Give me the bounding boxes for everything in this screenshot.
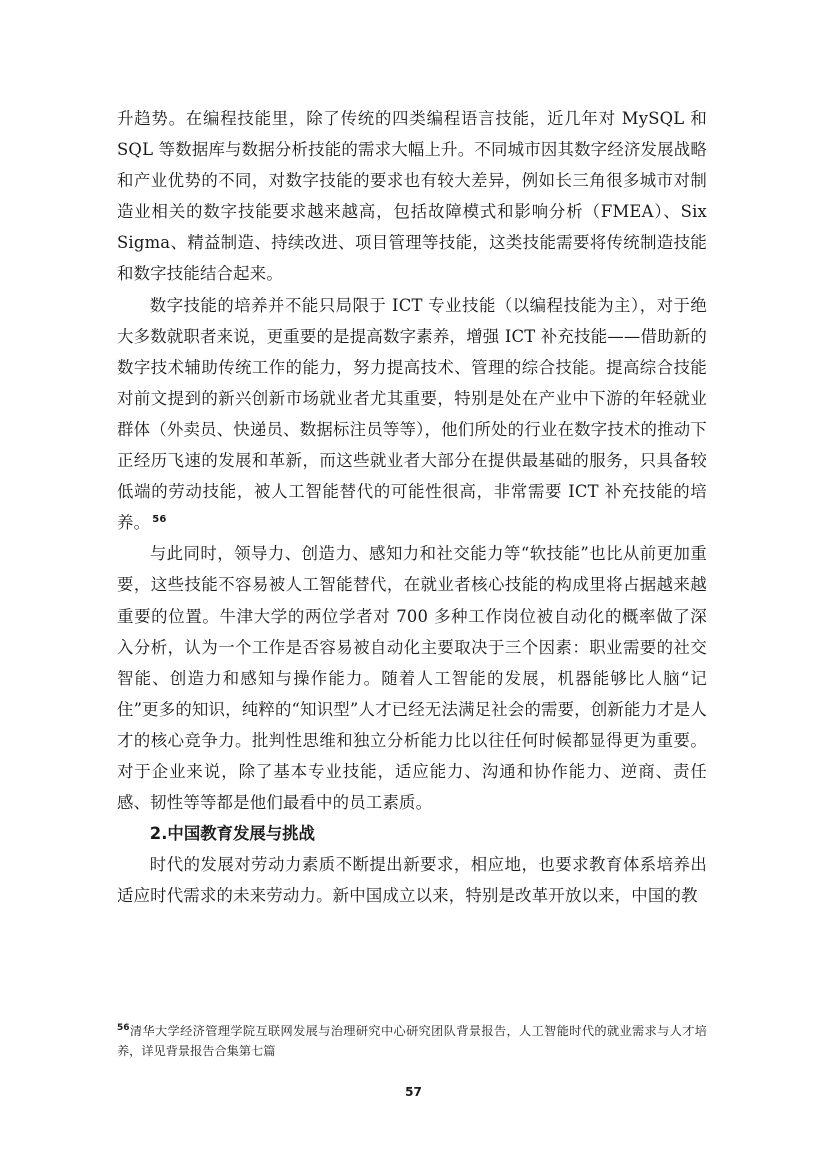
section-heading: 2.中国教育发展与挑战 bbox=[149, 824, 315, 844]
footnote-reference: 56 bbox=[152, 513, 167, 525]
page-number: 57 bbox=[405, 1085, 422, 1099]
footnote-number: 56 bbox=[117, 1022, 130, 1033]
paragraph-digital-skills bbox=[117, 290, 707, 539]
paragraph-continued: 升趋势。在编程技能里，除了传统的四类编程语言技能，近几年对 MySQL 和 SQL 等数据库与数据分析技能的需求大幅上升。不同城市因其数字经济发展战略和产业优势的不同，对数字技能的要求也有较大差异，例如长三角很多城市对制造业相关的数字技能要求越来越高，包括故障模式和影响分析（FMEA）、Six Sigma、精益制造、持续改进、项目管理等技能，这类技能需要将传统制造技能和数字技能结合起来。 bbox=[117, 109, 707, 284]
paragraph-digital-skills-text: 数字技能的培养并不能只局限于 ICT 专业技能（以编程技能为主），对于绝大多数就职者来说，更重要的是提高数字素养，增强 ICT 补充技能——借助新的数字技术辅助传统工作的能力，努力提高技术、管理的综合技能。提高综合技能对前文提到的新兴创新市场就业者尤其重要，特别是处在产业中下游的年轻就业群体（外卖员、快递员、数据标注员等等），他们所处的行业在数字技术的推动下正经历飞速的发展和革新，而这些就业者大部分在提供最基础的服务，只具备较低端的劳动技能，被人工智能替代的可能性很高，非常需要 ICT 补充技能的培养。 bbox=[117, 295, 707, 533]
paragraph-soft-skills: 与此同时，领导力、创造力、感知力和社交能力等“软技能”也比从前更加重要，这些技能不容易被人工智能替代，在就业者核心技能的构成里将占据越来越重要的位置。牛津大学的两位学者对 700 多种工作岗位被自动化的概率做了深入分析，认为一个工作是否容易被自动化主要取决于三个因素：职业需要的社交智能、创造力和感知与操作能力。随着人工智能的发展，机器能够比人脑“记住”更多的知识，纯粹的“知识型”人才已经无法满足社会的需要，创新能力才是人才的核心竞争力。批判性思维和独立分析能力比以往任何时候都显得更为重要。对于企业来说，除了基本专业技能，适应能力、沟通和协作能力、逆商、责任感、韧性等等都是他们最看中的员工素质。 bbox=[117, 544, 707, 813]
footnote-text: 清华大学经济管理学院互联网发展与治理研究中心研究团队背景报告，人工智能时代的就业需求与人才培养，详见背景报告合集第七篇 bbox=[117, 1024, 707, 1058]
body-text bbox=[117, 103, 707, 911]
paragraph-education: 时代的发展对劳动力素质不断提出新要求，相应地，也要求教育体系培养出适应时代需求的未来劳动力。新中国成立以来，特别是改革开放以来，中国的教 bbox=[117, 855, 707, 906]
footnote bbox=[117, 1021, 707, 1061]
